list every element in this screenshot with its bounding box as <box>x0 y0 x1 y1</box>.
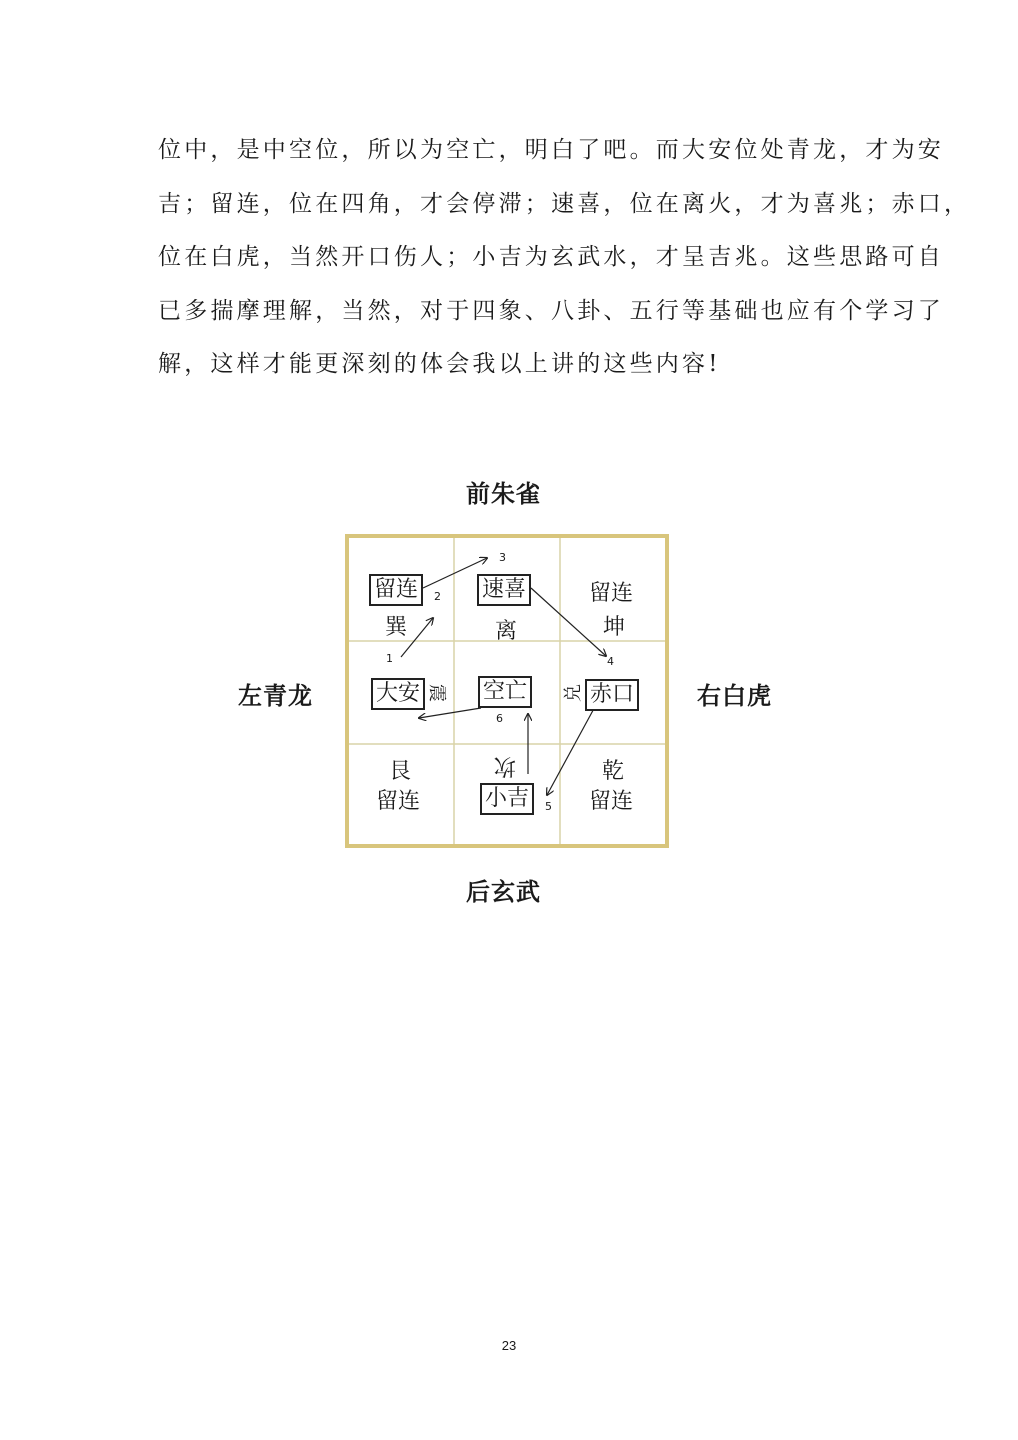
box-chikou: 赤口 <box>585 679 639 711</box>
direction-bottom-label: 后玄武 <box>466 877 541 906</box>
label-liulian-gen: 留连 <box>376 789 421 814</box>
body-paragraph <box>158 124 971 392</box>
direction-top-label: 前朱雀 <box>466 479 541 508</box>
step-number: 2 <box>434 590 441 603</box>
step-number: 3 <box>499 551 506 564</box>
paragraph-line: 解，这样才能更深刻的体会我以上讲的这些内容! <box>158 351 721 377</box>
step-number: 6 <box>496 712 503 725</box>
page-number: 23 <box>501 1338 517 1353</box>
trigram-gen: 艮 <box>389 759 412 784</box>
box-liulian-xun: 留连 <box>369 574 423 606</box>
paragraph-line: 吉；留连，位在四角，才会停滞；速喜，位在离火，才为喜兆；赤口， <box>158 190 971 217</box>
label-liulian-kun: 留连 <box>589 581 634 606</box>
trigram-xun: 巽 <box>385 615 408 640</box>
arrow-step-4 <box>547 703 597 795</box>
paragraph-line: 已多揣摩理解，当然，对于四象、八卦、五行等基础也应有个学习了 <box>158 297 944 324</box>
step-number: 4 <box>607 655 614 668</box>
trigram-zhen: 震 <box>426 684 447 702</box>
trigram-kan: 坎 <box>494 753 517 778</box>
label-liulian-qian: 留连 <box>589 789 634 814</box>
trigram-kun: 坤 <box>603 615 626 640</box>
trigram-li: 离 <box>495 619 518 644</box>
box-xiaoji: 小吉 <box>480 783 534 815</box>
nine-palace-grid <box>345 534 669 848</box>
paragraph-line: 位中，是中空位，所以为空亡，明白了吧。而大安位处青龙，才为安 <box>158 137 944 163</box>
box-kongwang: 空亡 <box>478 676 532 708</box>
arrow-step-6 <box>419 708 481 718</box>
direction-left-label: 左青龙 <box>238 681 313 710</box>
trigram-qian: 乾 <box>602 759 625 784</box>
box-daan: 大安 <box>371 678 425 710</box>
direction-right-label: 右白虎 <box>697 681 772 710</box>
paragraph-line: 位在白虎，当然开口伤人；小吉为玄武水，才呈吉兆。这些思路可自 <box>158 244 944 270</box>
box-suxi: 速喜 <box>477 574 531 606</box>
trigram-dui: 兑 <box>563 684 584 702</box>
step-number: 5 <box>545 800 552 813</box>
step-number: 1 <box>386 652 393 665</box>
